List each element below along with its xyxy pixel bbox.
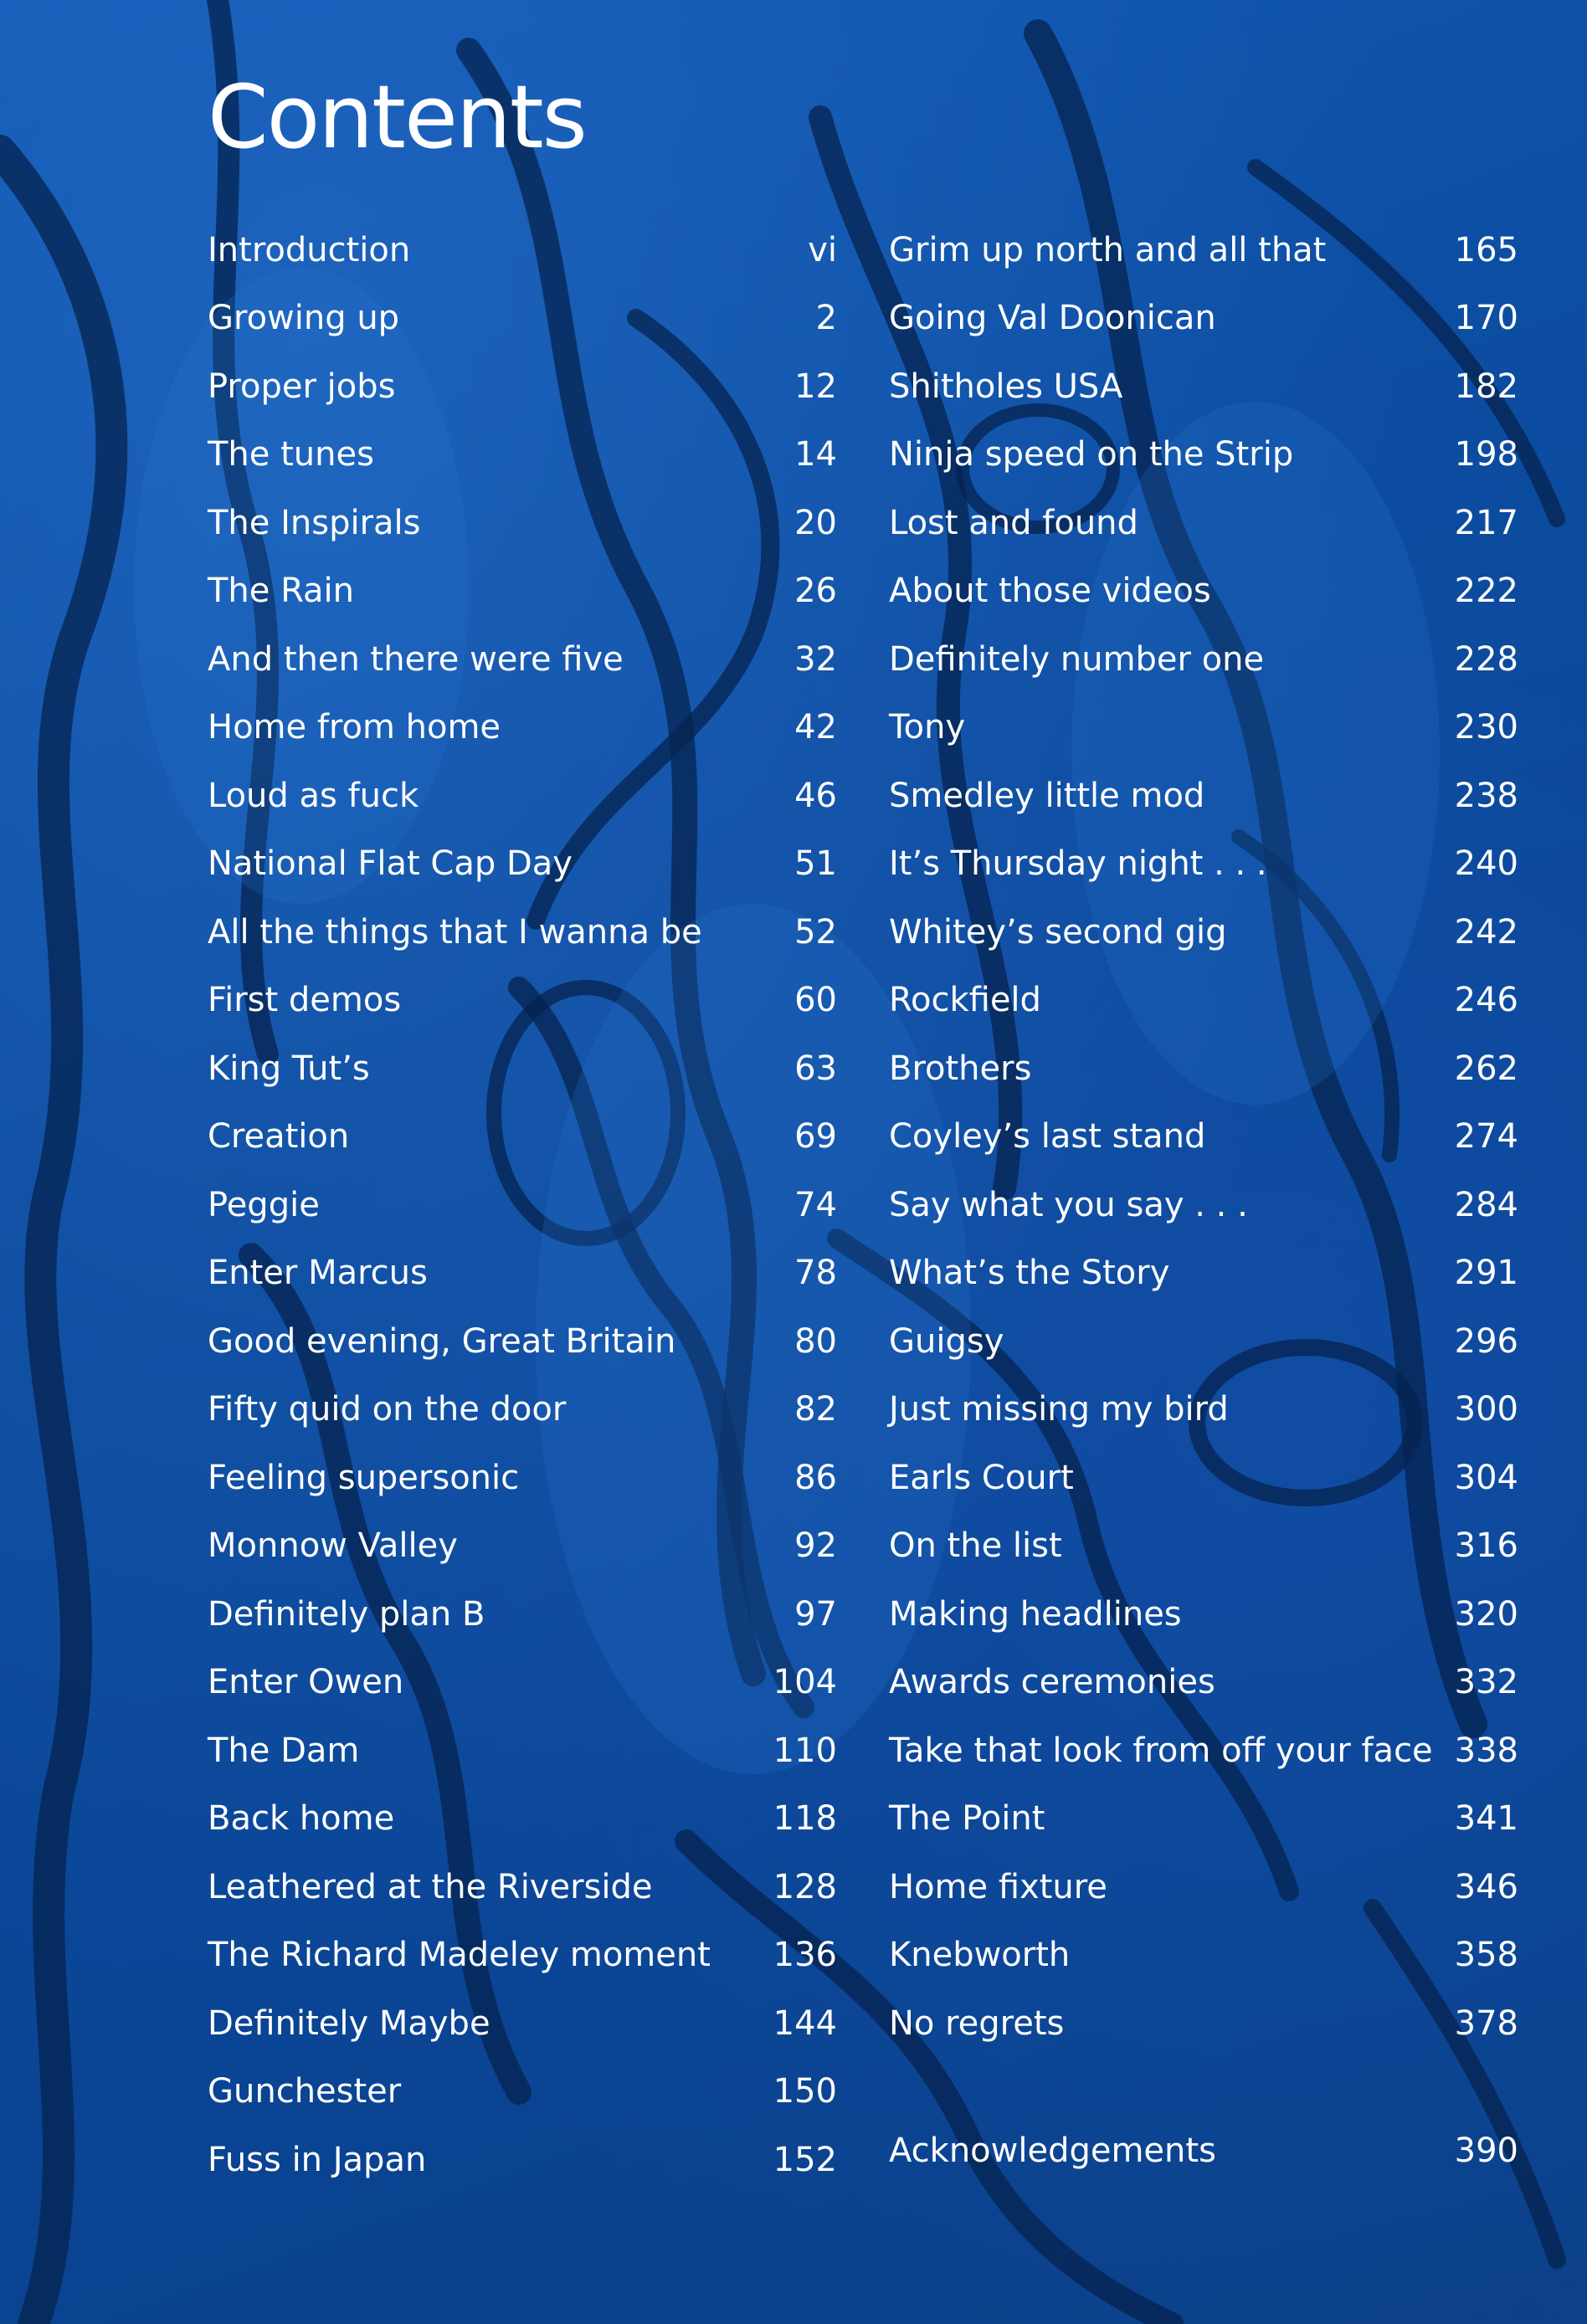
toc-entry-label: Grim up north and all that xyxy=(889,230,1327,269)
toc-entry xyxy=(889,1307,1518,1376)
toc-page-number: 296 xyxy=(1454,1321,1518,1361)
toc-entry-label: Fifty quid on the door xyxy=(208,1390,567,1429)
toc-entry xyxy=(889,421,1518,490)
toc-page-number: 170 xyxy=(1454,299,1518,338)
toc-entry xyxy=(889,898,1518,967)
toc-entry xyxy=(208,1785,837,1854)
toc-entry-label: Say what you say . . . xyxy=(889,1185,1248,1224)
toc-entry-label: Creation xyxy=(208,1117,350,1157)
toc-entry-label: Fuss in Japan xyxy=(208,2140,427,2179)
toc-page-number: 228 xyxy=(1454,639,1518,679)
toc-entry-label: What’s the Story xyxy=(889,1254,1170,1293)
toc-entry-label: Guigsy xyxy=(889,1321,1004,1361)
toc-entry-label: The tunes xyxy=(208,435,374,475)
toc-entry xyxy=(208,1716,837,1785)
toc-page-number: 74 xyxy=(794,1185,837,1224)
toc-entry-label: Back home xyxy=(208,1799,395,1839)
toc-page-number: 274 xyxy=(1454,1117,1518,1157)
toc-page-number: 26 xyxy=(794,572,837,611)
toc-entry-label: Ninja speed on the Strip xyxy=(889,435,1294,475)
toc-page-number: 97 xyxy=(794,1594,837,1634)
toc-entry-label: Shitholes USA xyxy=(889,367,1123,406)
toc-entry-label: Making headlines xyxy=(889,1594,1182,1634)
toc-entry xyxy=(889,1034,1518,1103)
toc-entry xyxy=(208,1307,837,1376)
toc-entry-label: Loud as fuck xyxy=(208,776,419,815)
toc-entry-label: Home fixture xyxy=(889,1867,1107,1906)
toc-page-number: 320 xyxy=(1454,1594,1518,1634)
toc-page-number: 341 xyxy=(1454,1799,1518,1839)
toc-entry xyxy=(889,1239,1518,1308)
toc-entry-label: The Rain xyxy=(208,572,354,611)
toc-entry-label: Acknowledgements xyxy=(889,2131,1216,2170)
toc-page-number: 284 xyxy=(1454,1185,1518,1224)
toc-page-number: 86 xyxy=(794,1458,837,1497)
toc-page-number: 198 xyxy=(1454,435,1518,475)
toc-entry-label: All the things that I wanna be xyxy=(208,912,702,952)
toc-entry-label: Brothers xyxy=(889,1049,1032,1088)
toc-entry xyxy=(208,285,837,353)
toc-entry xyxy=(889,694,1518,762)
toc-page-number: 316 xyxy=(1454,1526,1518,1566)
toc-entry-label: The Inspirals xyxy=(208,503,421,542)
toc-page-number: 63 xyxy=(794,1049,837,1088)
toc-entry-label: Enter Owen xyxy=(208,1663,404,1702)
toc-entry xyxy=(889,1649,1518,1717)
toc-entry-label: Knebworth xyxy=(889,1936,1071,1975)
toc-page-number: 150 xyxy=(773,2072,837,2111)
toc-right-column xyxy=(889,216,1518,2058)
toc-page-number: 144 xyxy=(773,2003,837,2043)
toc-page-number: 32 xyxy=(794,639,837,679)
toc-entry xyxy=(889,967,1518,1035)
toc-entry xyxy=(889,557,1518,626)
toc-entry-label: Rockfield xyxy=(889,981,1041,1020)
toc-entry xyxy=(208,762,837,830)
toc-entry-label: First demos xyxy=(208,981,402,1020)
toc-entry xyxy=(208,830,837,899)
toc-entry-label: Smedley little mod xyxy=(889,776,1205,815)
toc-page-number: 242 xyxy=(1454,912,1518,952)
toc-page-number: 136 xyxy=(773,1936,837,1975)
toc-entry xyxy=(208,1034,837,1103)
toc-page-number: 78 xyxy=(794,1254,837,1293)
toc-page-number: 69 xyxy=(794,1117,837,1157)
toc-page-number: 128 xyxy=(773,1867,837,1906)
toc-page-number: 246 xyxy=(1454,981,1518,1020)
toc-entry xyxy=(889,625,1518,694)
toc-entry xyxy=(889,1853,1518,1921)
toc-entry-label: Peggie xyxy=(208,1185,320,1224)
toc-entry xyxy=(889,830,1518,899)
toc-entry-label: The Point xyxy=(889,1799,1045,1839)
toc-entry xyxy=(208,2058,837,2126)
toc-entry xyxy=(208,1649,837,1717)
toc-entry xyxy=(208,352,837,421)
toc-entry xyxy=(889,352,1518,421)
toc-entry xyxy=(208,625,837,694)
toc-page-number: 82 xyxy=(794,1390,837,1429)
toc-page-number: 20 xyxy=(794,503,837,542)
toc-entry-label: Enter Marcus xyxy=(208,1254,428,1293)
toc-page-number: 92 xyxy=(794,1526,837,1566)
toc-entry-label: Definitely number one xyxy=(889,639,1265,679)
toc-entry-label: National Flat Cap Day xyxy=(208,844,573,884)
toc-entry-label: Take that look from off your face xyxy=(889,1731,1433,1770)
toc-page-number: 300 xyxy=(1454,1390,1518,1429)
toc-entry xyxy=(208,557,837,626)
toc-entry-label: Just missing my bird xyxy=(889,1390,1229,1429)
toc-entry-label: Leathered at the Riverside xyxy=(208,1867,653,1906)
toc-entry xyxy=(889,1716,1518,1785)
toc-entry-label: Introduction xyxy=(208,230,411,269)
toc-entry-label: Definitely plan B xyxy=(208,1594,485,1634)
toc-entry xyxy=(208,1580,837,1649)
toc-entry-label: King Tut’s xyxy=(208,1049,370,1088)
toc-page-number: 110 xyxy=(773,1731,837,1770)
toc-entry-label: Coyley’s last stand xyxy=(889,1117,1206,1157)
toc-page-number: 346 xyxy=(1454,1867,1518,1906)
toc-entry-acknowledgements xyxy=(889,2116,1518,2185)
toc-page-number: 222 xyxy=(1454,572,1518,611)
toc-page-number: 240 xyxy=(1454,844,1518,884)
toc-entry xyxy=(889,1103,1518,1172)
toc-page-number: 46 xyxy=(794,776,837,815)
toc-page-number: 230 xyxy=(1454,708,1518,747)
toc-entry xyxy=(889,762,1518,830)
toc-page-number: 104 xyxy=(773,1663,837,1702)
toc-page-number: 12 xyxy=(794,367,837,406)
toc-entry xyxy=(889,1444,1518,1512)
toc-page-number: 358 xyxy=(1454,1936,1518,1975)
toc-entry-label: The Richard Madeley moment xyxy=(208,1936,711,1975)
toc-entry-label: Tony xyxy=(889,708,966,747)
toc-page-number: 238 xyxy=(1454,776,1518,815)
toc-entry-label: Gunchester xyxy=(208,2072,402,2111)
toc-page-number: 338 xyxy=(1454,1731,1518,1770)
toc-entry xyxy=(889,285,1518,353)
toc-page-number: 165 xyxy=(1454,230,1518,269)
toc-entry xyxy=(208,1512,837,1581)
toc-entry xyxy=(889,1376,1518,1444)
toc-page-number: 262 xyxy=(1454,1049,1518,1088)
toc-page-number: 332 xyxy=(1454,1663,1518,1702)
toc-entry-label: About those videos xyxy=(889,572,1211,611)
toc-page-number: 51 xyxy=(794,844,837,884)
toc-entry-label: Awards ceremonies xyxy=(889,1663,1215,1702)
toc-page-number: 80 xyxy=(794,1321,837,1361)
toc-page-number: 52 xyxy=(794,912,837,952)
toc-entry-label: Good evening, Great Britain xyxy=(208,1321,676,1361)
toc-entry-label: Going Val Doonican xyxy=(889,299,1216,338)
toc-entry xyxy=(208,1103,837,1172)
toc-entry xyxy=(208,1171,837,1239)
toc-page-number: vi xyxy=(808,230,837,269)
toc-entry xyxy=(208,421,837,490)
toc-entry-label: And then there were five xyxy=(208,639,624,679)
toc-entry-label: Monnow Valley xyxy=(208,1526,458,1566)
toc-entry-label: Home from home xyxy=(208,708,501,747)
toc-page-number: 378 xyxy=(1454,2003,1518,2043)
toc-entry-label: Lost and found xyxy=(889,503,1138,542)
toc-entry-label: On the list xyxy=(889,1526,1062,1566)
toc-page-number: 152 xyxy=(773,2140,837,2179)
toc-entry xyxy=(889,1512,1518,1581)
toc-entry xyxy=(208,216,837,285)
toc-left-column xyxy=(208,216,837,2194)
toc-entry xyxy=(889,1580,1518,1649)
toc-entry xyxy=(889,1785,1518,1854)
toc-page-number: 14 xyxy=(794,435,837,475)
toc-page-number: 304 xyxy=(1454,1458,1518,1497)
toc-entry xyxy=(889,1171,1518,1239)
toc-entry xyxy=(208,967,837,1035)
toc-page-number: 182 xyxy=(1454,367,1518,406)
toc-entry xyxy=(208,489,837,557)
toc-entry xyxy=(208,694,837,762)
toc-page-number: 2 xyxy=(815,299,837,338)
toc-entry xyxy=(208,1444,837,1512)
toc-entry xyxy=(889,1989,1518,2058)
toc-entry xyxy=(889,489,1518,557)
toc-entry-label: Feeling supersonic xyxy=(208,1458,520,1497)
toc-entry xyxy=(208,898,837,967)
toc-page-number: 291 xyxy=(1454,1254,1518,1293)
toc-entry xyxy=(889,1921,1518,1990)
toc-page-number: 118 xyxy=(773,1799,837,1839)
toc-entry-label: It’s Thursday night . . . xyxy=(889,844,1267,884)
toc-page-number: 42 xyxy=(794,708,837,747)
toc-page-number: 390 xyxy=(1454,2131,1518,2170)
toc-entry xyxy=(889,216,1518,285)
toc-page-number: 217 xyxy=(1454,503,1518,542)
toc-entry xyxy=(208,1239,837,1308)
toc-entry-label: Whitey’s second gig xyxy=(889,912,1227,952)
toc-entry-label: Definitely Maybe xyxy=(208,2003,490,2043)
toc-entry xyxy=(208,1921,837,1990)
toc-entry xyxy=(208,1989,837,2058)
toc-entry-label: Proper jobs xyxy=(208,367,396,406)
toc-entry-label: Earls Court xyxy=(889,1458,1074,1497)
toc-entry xyxy=(208,2126,837,2194)
toc-entry-label: No regrets xyxy=(889,2003,1065,2043)
toc-entry-label: Growing up xyxy=(208,299,400,338)
toc-entry xyxy=(208,1853,837,1921)
page-title: Contents xyxy=(208,66,586,168)
toc-entry-label: The Dam xyxy=(208,1731,360,1770)
toc-page-number: 60 xyxy=(794,981,837,1020)
toc-entry xyxy=(208,1376,837,1444)
